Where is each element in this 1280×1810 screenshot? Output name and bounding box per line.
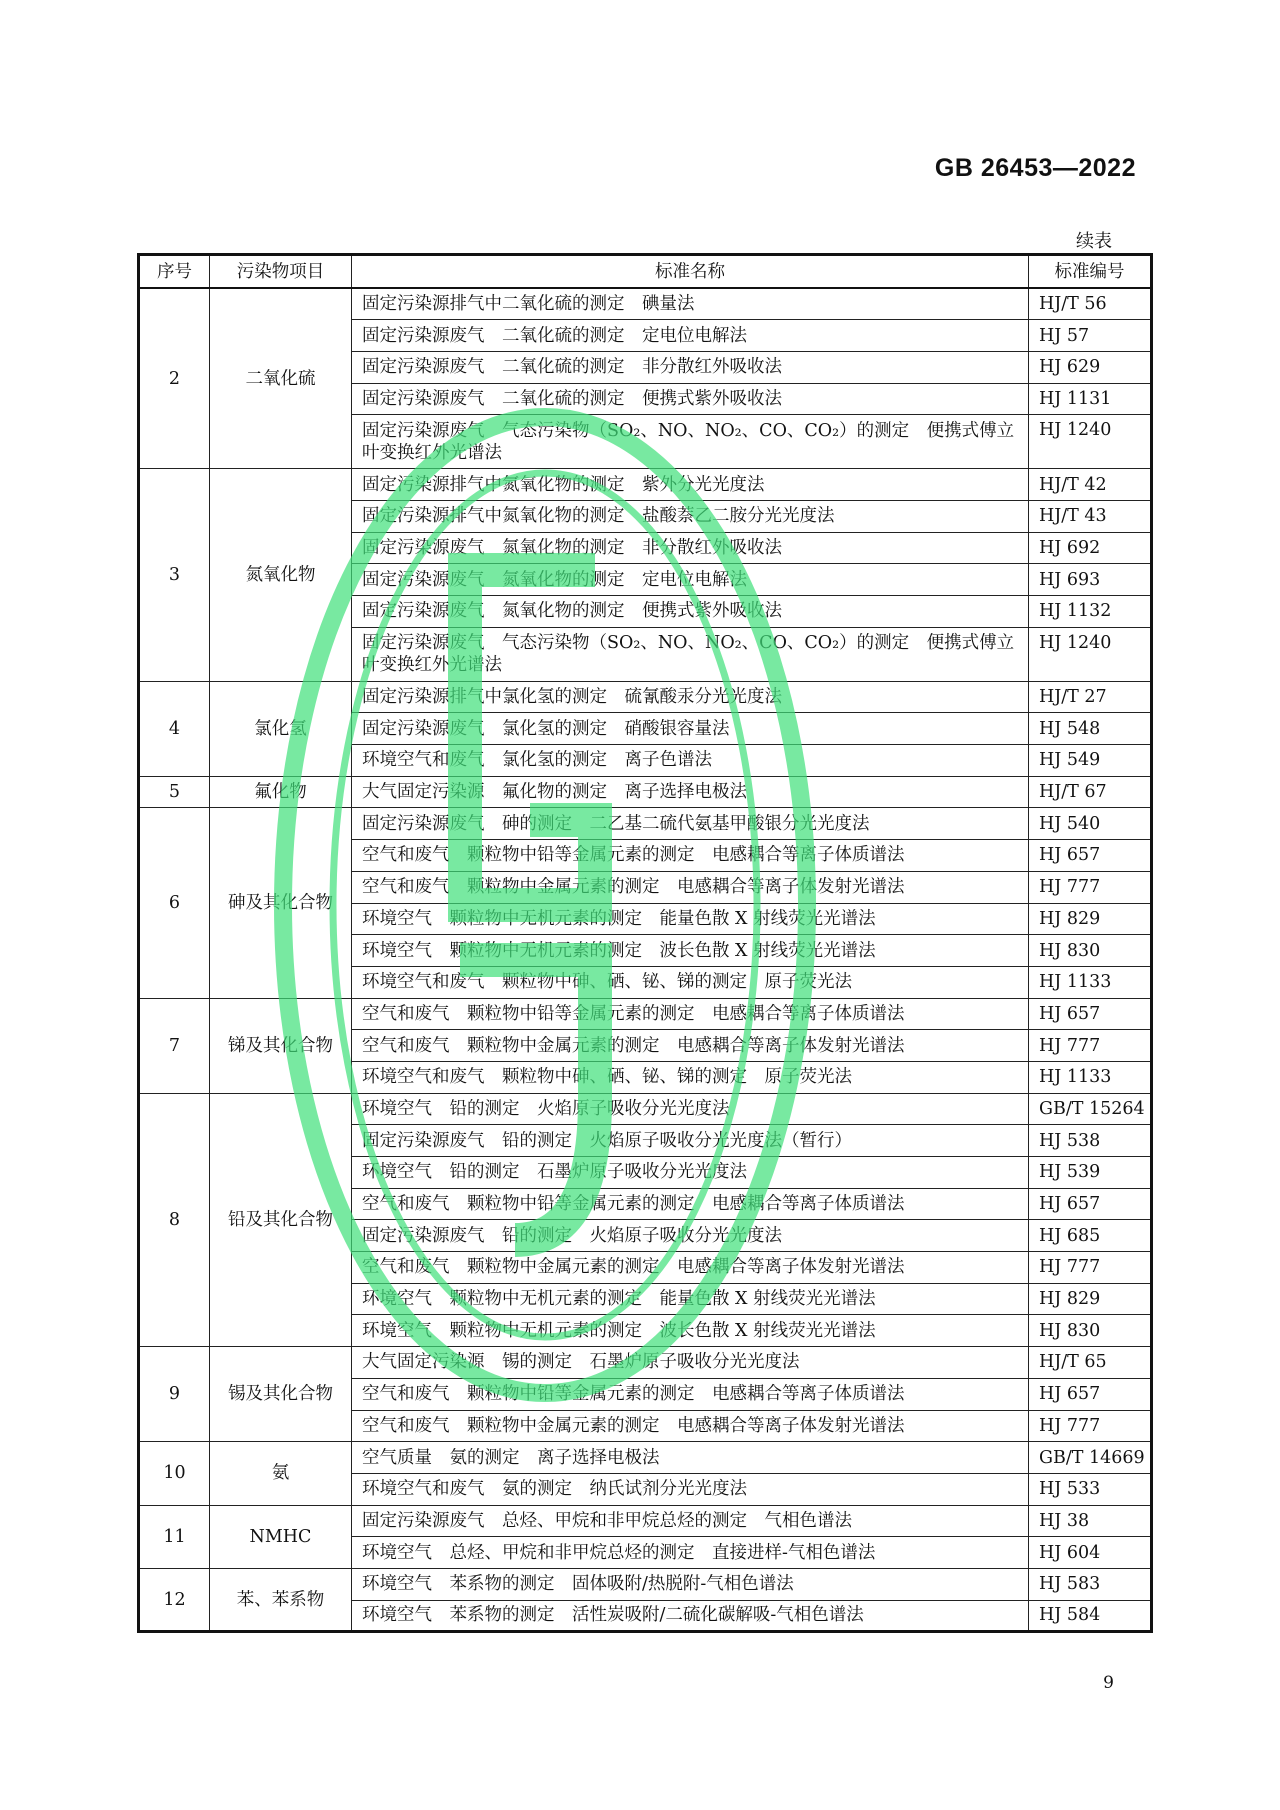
- page-number: 9: [1103, 1673, 1114, 1693]
- standard-code-cell: HJ 693: [1029, 564, 1152, 596]
- standard-code-cell: HJ 657: [1029, 840, 1152, 872]
- serial-number-cell: 12: [139, 1568, 210, 1631]
- standard-name-cell: 固定污染源废气 二氧化硫的测定 定电位电解法: [352, 320, 1029, 352]
- standard-code-cell: HJ 1132: [1029, 596, 1152, 628]
- standard-name-cell: 空气和废气 颗粒物中铅等金属元素的测定 电感耦合等离子体质谱法: [352, 1378, 1029, 1410]
- standard-code-cell: HJ 629: [1029, 351, 1152, 383]
- standard-code-cell: HJ 583: [1029, 1568, 1152, 1600]
- standard-code-cell: HJ 657: [1029, 998, 1152, 1030]
- standard-code-cell: HJ 1133: [1029, 966, 1152, 998]
- standard-name-cell: 环境空气 铅的测定 石墨炉原子吸收分光光度法: [352, 1157, 1029, 1189]
- standard-name-cell: 环境空气 铅的测定 火焰原子吸收分光光度法: [352, 1093, 1029, 1125]
- table-body: [139, 288, 1152, 1632]
- pollutant-item-cell: 砷及其化合物: [210, 808, 352, 998]
- standard-name-cell: 环境空气和废气 氨的测定 纳氏试剂分光光度法: [352, 1473, 1029, 1505]
- standard-name-cell: 空气和废气 颗粒物中铅等金属元素的测定 电感耦合等离子体质谱法: [352, 840, 1029, 872]
- serial-number-cell: 3: [139, 469, 210, 681]
- pollutant-item-cell: 锑及其化合物: [210, 998, 352, 1093]
- standard-code-cell: HJ 829: [1029, 903, 1152, 935]
- standard-name-cell: 空气和废气 颗粒物中金属元素的测定 电感耦合等离子体发射光谱法: [352, 1030, 1029, 1062]
- table-row: [139, 998, 1152, 1030]
- standard-name-cell: 环境空气 颗粒物中无机元素的测定 能量色散 X 射线荧光光谱法: [352, 1283, 1029, 1315]
- serial-number-cell: 11: [139, 1505, 210, 1568]
- standard-code-cell: HJ/T 27: [1029, 681, 1152, 713]
- standard-name-cell: 固定污染源废气 氮氧化物的测定 非分散红外吸收法: [352, 532, 1029, 564]
- table-row: [139, 681, 1152, 713]
- serial-number-cell: 9: [139, 1347, 210, 1442]
- table-row: [139, 288, 1152, 320]
- standard-code-cell: HJ 777: [1029, 1030, 1152, 1062]
- standard-name-cell: 固定污染源废气 砷的测定 二乙基二硫代氨基甲酸银分光光度法: [352, 808, 1029, 840]
- standard-code-cell: HJ 1240: [1029, 415, 1152, 469]
- standard-code-cell: HJ/T 42: [1029, 469, 1152, 501]
- standard-code-cell: HJ 657: [1029, 1188, 1152, 1220]
- standard-name-cell: 环境空气和废气 颗粒物中砷、硒、铋、锑的测定 原子荧光法: [352, 1061, 1029, 1093]
- serial-number-cell: 10: [139, 1442, 210, 1505]
- header-serial: 序号: [139, 255, 210, 289]
- table-row: [139, 1442, 1152, 1474]
- standard-name-cell: 空气和废气 颗粒物中金属元素的测定 电感耦合等离子体发射光谱法: [352, 1410, 1029, 1442]
- pollutant-item-cell: 氟化物: [210, 776, 352, 808]
- standard-code-cell: HJ 548: [1029, 713, 1152, 745]
- standard-name-cell: 环境空气 总烃、甲烷和非甲烷总烃的测定 直接进样-气相色谱法: [352, 1537, 1029, 1569]
- standard-name-cell: 环境空气 颗粒物中无机元素的测定 能量色散 X 射线荧光光谱法: [352, 903, 1029, 935]
- table-row: [139, 1505, 1152, 1537]
- standard-code-cell: HJ 830: [1029, 935, 1152, 967]
- standard-code-cell: HJ 1131: [1029, 383, 1152, 415]
- standard-code-cell: HJ 539: [1029, 1157, 1152, 1189]
- header-standard-code: 标准编号: [1029, 255, 1152, 289]
- table-header-row: [139, 255, 1152, 289]
- standard-name-cell: 固定污染源排气中氮氧化物的测定 紫外分光光度法: [352, 469, 1029, 501]
- serial-number-cell: 6: [139, 808, 210, 998]
- pollutant-item-cell: 锡及其化合物: [210, 1347, 352, 1442]
- table-row: [139, 776, 1152, 808]
- standard-name-cell: 固定污染源废气 二氧化硫的测定 非分散红外吸收法: [352, 351, 1029, 383]
- serial-number-cell: 2: [139, 288, 210, 469]
- pollutant-item-cell: 铅及其化合物: [210, 1093, 352, 1347]
- standard-name-cell: 空气和废气 颗粒物中金属元素的测定 电感耦合等离子体发射光谱法: [352, 871, 1029, 903]
- table-row: [139, 808, 1152, 840]
- standard-name-cell: 环境空气 苯系物的测定 活性炭吸附/二硫化碳解吸-气相色谱法: [352, 1600, 1029, 1632]
- table-continued-label: 续表: [1076, 231, 1112, 252]
- standard-name-cell: 大气固定污染源 氟化物的测定 离子选择电极法: [352, 776, 1029, 808]
- standard-name-cell: 环境空气 颗粒物中无机元素的测定 波长色散 X 射线荧光光谱法: [352, 1315, 1029, 1347]
- standard-name-cell: 固定污染源废气 二氧化硫的测定 便携式紫外吸收法: [352, 383, 1029, 415]
- standard-name-cell: 固定污染源废气 总烃、甲烷和非甲烷总烃的测定 气相色谱法: [352, 1505, 1029, 1537]
- standard-code-cell: HJ/T 43: [1029, 500, 1152, 532]
- serial-number-cell: 8: [139, 1093, 210, 1347]
- pollutant-item-cell: 氮氧化物: [210, 469, 352, 681]
- standard-code-cell: HJ 692: [1029, 532, 1152, 564]
- table-row: [139, 1568, 1152, 1600]
- serial-number-cell: 4: [139, 681, 210, 776]
- document-code: GB 26453—2022: [934, 154, 1136, 182]
- standard-code-cell: HJ 540: [1029, 808, 1152, 840]
- standard-code-cell: GB/T 15264: [1029, 1093, 1152, 1125]
- standard-code-cell: HJ 38: [1029, 1505, 1152, 1537]
- standard-name-cell: 空气和废气 颗粒物中金属元素的测定 电感耦合等离子体发射光谱法: [352, 1252, 1029, 1284]
- standard-code-cell: HJ 604: [1029, 1537, 1152, 1569]
- pollutant-item-cell: 苯、苯系物: [210, 1568, 352, 1631]
- standard-code-cell: HJ 777: [1029, 871, 1152, 903]
- standards-table: [137, 253, 1153, 1633]
- pollutant-item-cell: 氯化氢: [210, 681, 352, 776]
- standard-code-cell: HJ 657: [1029, 1378, 1152, 1410]
- standard-code-cell: HJ 830: [1029, 1315, 1152, 1347]
- standard-code-cell: HJ 829: [1029, 1283, 1152, 1315]
- standard-name-cell: 固定污染源排气中氯化氢的测定 硫氰酸汞分光光度法: [352, 681, 1029, 713]
- standard-name-cell: 固定污染源排气中二氧化硫的测定 碘量法: [352, 288, 1029, 320]
- standard-code-cell: HJ/T 67: [1029, 776, 1152, 808]
- standard-code-cell: HJ/T 56: [1029, 288, 1152, 320]
- standard-name-cell: 固定污染源排气中氮氧化物的测定 盐酸萘乙二胺分光光度法: [352, 500, 1029, 532]
- serial-number-cell: 5: [139, 776, 210, 808]
- standard-name-cell: 固定污染源废气 氯化氢的测定 硝酸银容量法: [352, 713, 1029, 745]
- standard-code-cell: HJ 777: [1029, 1252, 1152, 1284]
- standard-code-cell: HJ 777: [1029, 1410, 1152, 1442]
- pollutant-item-cell: 二氧化硫: [210, 288, 352, 469]
- standard-name-cell: 大气固定污染源 锡的测定 石墨炉原子吸收分光光度法: [352, 1347, 1029, 1379]
- standard-name-cell: 环境空气 颗粒物中无机元素的测定 波长色散 X 射线荧光光谱法: [352, 935, 1029, 967]
- standard-name-cell: 固定污染源废气 铅的测定 火焰原子吸收分光光度法（暂行）: [352, 1125, 1029, 1157]
- standard-name-cell: 环境空气 苯系物的测定 固体吸附/热脱附-气相色谱法: [352, 1568, 1029, 1600]
- standard-name-cell: 固定污染源废气 氮氧化物的测定 定电位电解法: [352, 564, 1029, 596]
- standard-name-cell: 固定污染源废气 气态污染物（SO₂、NO、NO₂、CO、CO₂）的测定 便携式傅立叶变换红外光谱法: [352, 415, 1029, 469]
- standard-code-cell: HJ 538: [1029, 1125, 1152, 1157]
- standard-name-cell: 固定污染源废气 氮氧化物的测定 便携式紫外吸收法: [352, 596, 1029, 628]
- standard-code-cell: HJ 685: [1029, 1220, 1152, 1252]
- standard-code-cell: HJ 1240: [1029, 627, 1152, 681]
- standard-code-cell: HJ 533: [1029, 1473, 1152, 1505]
- serial-number-cell: 7: [139, 998, 210, 1093]
- standard-name-cell: 环境空气和废气 颗粒物中砷、硒、铋、锑的测定 原子荧光法: [352, 966, 1029, 998]
- standard-name-cell: 环境空气和废气 氯化氢的测定 离子色谱法: [352, 745, 1029, 777]
- pollutant-item-cell: NMHC: [210, 1505, 352, 1568]
- header-pollutant: 污染物项目: [210, 255, 352, 289]
- standard-name-cell: 固定污染源废气 气态污染物（SO₂、NO、NO₂、CO、CO₂）的测定 便携式傅立叶变换红外光谱法: [352, 627, 1029, 681]
- standard-code-cell: HJ/T 65: [1029, 1347, 1152, 1379]
- table-row: [139, 1347, 1152, 1379]
- standard-code-cell: HJ 57: [1029, 320, 1152, 352]
- pollutant-item-cell: 氨: [210, 1442, 352, 1505]
- standard-name-cell: 空气质量 氨的测定 离子选择电极法: [352, 1442, 1029, 1474]
- header-standard-name: 标准名称: [352, 255, 1029, 289]
- standard-code-cell: HJ 1133: [1029, 1061, 1152, 1093]
- table-row: [139, 1093, 1152, 1125]
- standard-code-cell: GB/T 14669: [1029, 1442, 1152, 1474]
- table-row: [139, 469, 1152, 501]
- standard-name-cell: 空气和废气 颗粒物中铅等金属元素的测定 电感耦合等离子体质谱法: [352, 998, 1029, 1030]
- standard-name-cell: 空气和废气 颗粒物中铅等金属元素的测定 电感耦合等离子体质谱法: [352, 1188, 1029, 1220]
- standard-code-cell: HJ 584: [1029, 1600, 1152, 1632]
- standard-name-cell: 固定污染源废气 铅的测定 火焰原子吸收分光光度法: [352, 1220, 1029, 1252]
- standard-code-cell: HJ 549: [1029, 745, 1152, 777]
